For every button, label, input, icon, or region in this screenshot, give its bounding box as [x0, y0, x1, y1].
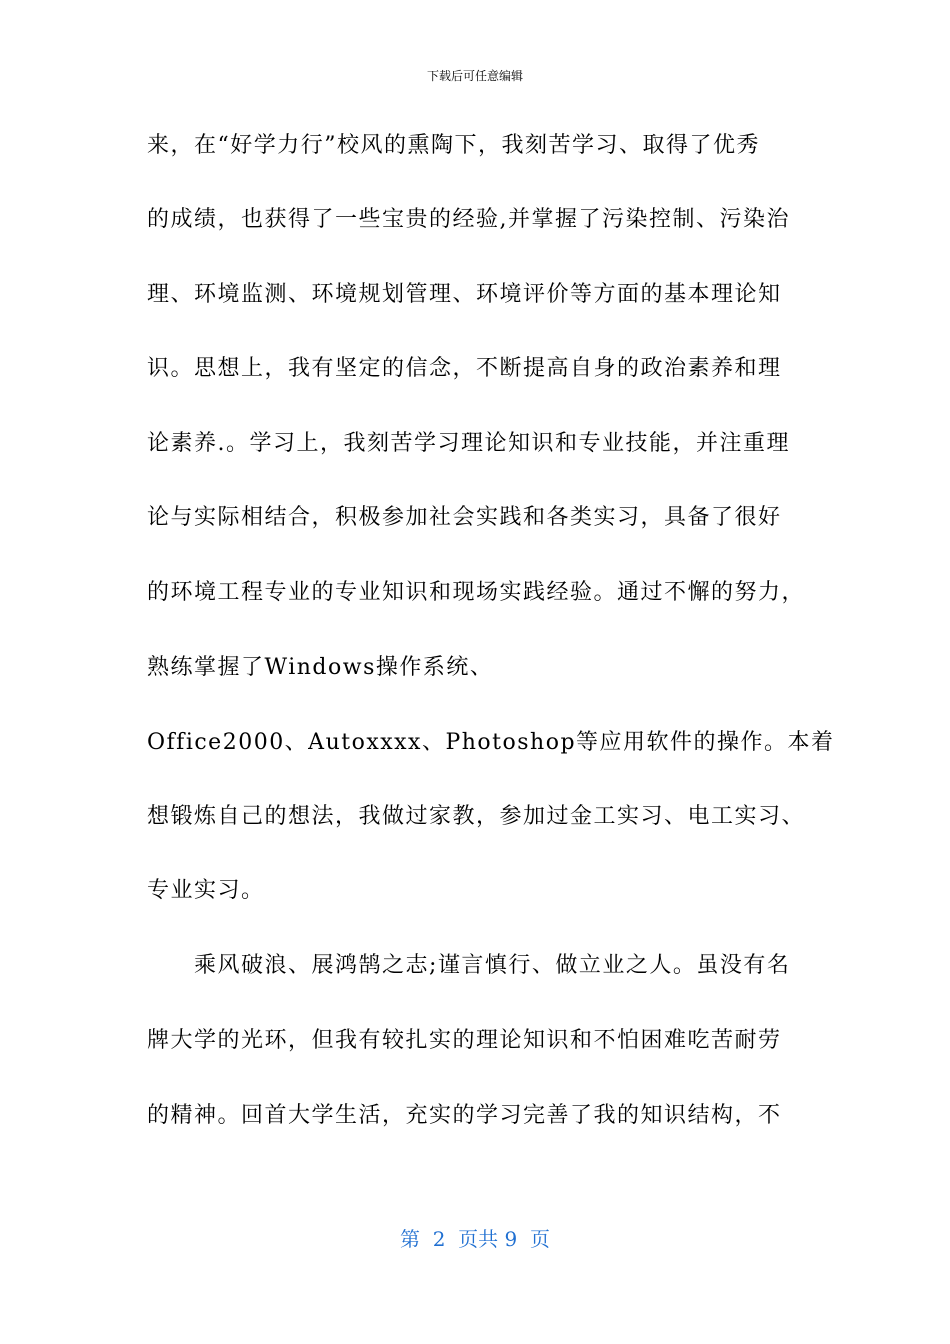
text-line: 牌大学的光环，但我有较扎实的理论知识和不怕困难吃苦耐劳 — [147, 1028, 782, 1053]
page-number-footer: 第 2 页共 9 页 — [400, 1227, 550, 1251]
text-line: 论与实际相结合，积极参加社会实践和各类实习，具备了很好 — [147, 505, 782, 530]
text-line: 的环境工程专业的专业知识和现场实践经验。通过不懈的努力， — [147, 580, 806, 605]
text-line: 想锻炼自己的想法，我做过家教，参加过金工实习、电工实习、 — [147, 804, 806, 829]
text-line: 熟练掌握了Windows操作系统、 — [147, 655, 494, 680]
text-line: 的成绩，也获得了一些宝贵的经验,并掌握了污染控制、污染治 — [147, 207, 790, 232]
text-line: 来，在“好学力行”校风的熏陶下，我刻苦学习、取得了优秀 — [147, 133, 760, 158]
text-line: 识。思想上，我有坚定的信念，不断提高自身的政治素养和理 — [147, 356, 782, 381]
text-line: 的精神。回首大学生活，充实的学习完善了我的知识结构，不 — [147, 1103, 782, 1128]
text-line: 论素养.。学习上，我刻苦学习理论知识和专业技能，并注重理 — [147, 431, 790, 456]
text-line: 理、环境监测、环境规划管理、环境评价等方面的基本理论知 — [147, 282, 782, 307]
page-header-note: 下载后可任意编辑 — [426, 69, 523, 83]
text-line: Office2000、Autoxxxx、Photoshop等应用软件的操作。本着 — [147, 730, 835, 755]
text-line: 专业实习。 — [147, 878, 265, 903]
paragraph-start-line: 乘风破浪、展鸿鹄之志;谨言慎行、做立业之人。虽没有名 — [194, 953, 791, 978]
